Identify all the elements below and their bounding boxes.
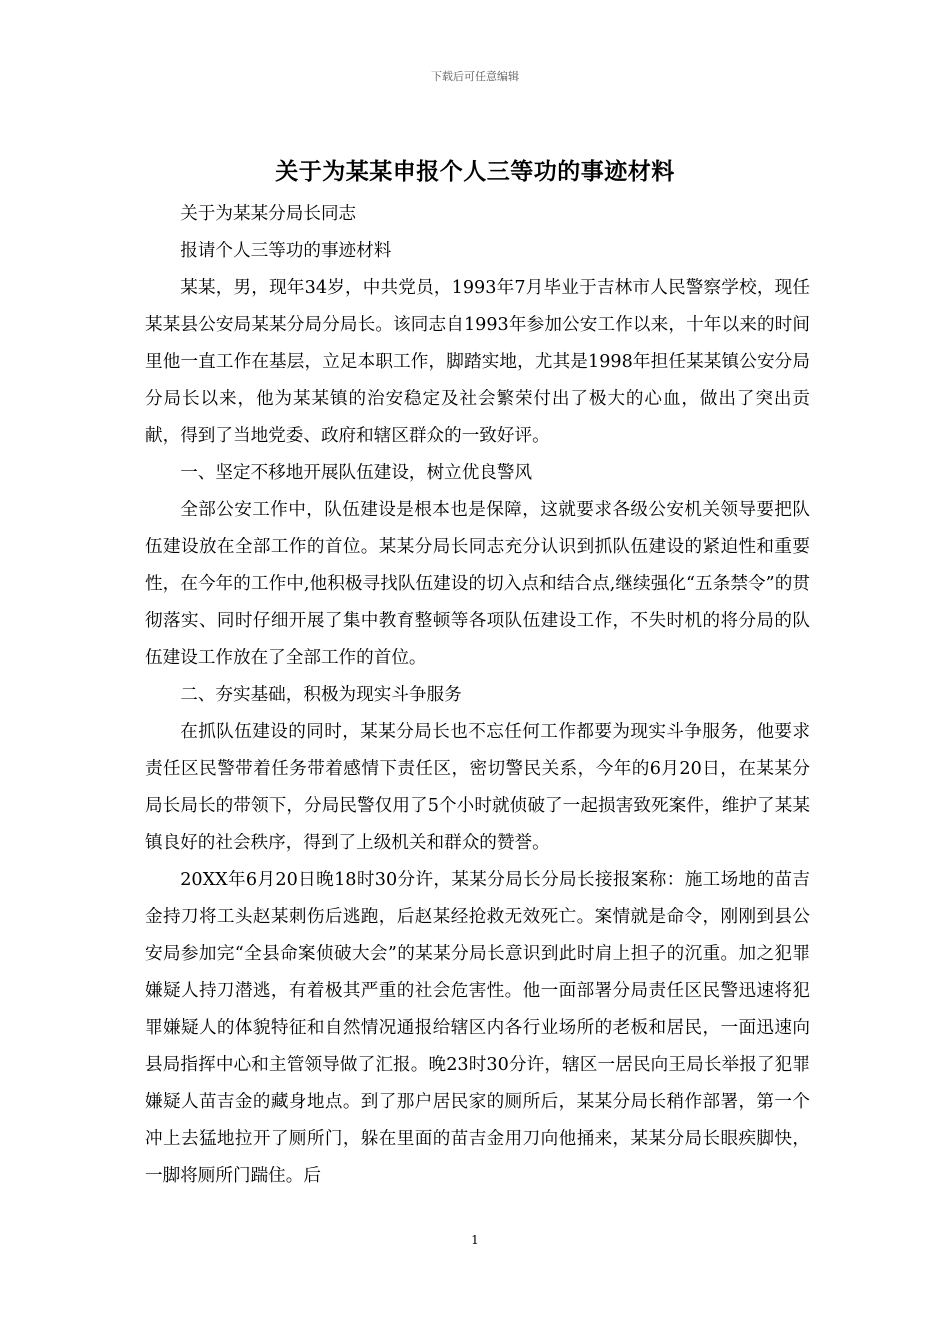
document-body xyxy=(145,196,810,1195)
paragraph-subtitle-2: 报请个人三等功的事迹材料 xyxy=(180,241,392,261)
section-heading-2: 二、夯实基础，积极为现实斗争服务 xyxy=(180,685,462,705)
paragraph-section-2: 在抓队伍建设的同时，某某分局长也不忘任何工作都要为现实斗争服务，他要求责任区民警带着任务带着感情下责任区，密切警民关系，今年的6月20日，在某某分局长局长的带领下，分局民警仅用了5个小时就侦破了一起损害致死案件，维护了某某镇良好的社会秩序，得到了上级机关和群众的赞誉。 xyxy=(145,722,810,853)
page-number: 1 xyxy=(471,1233,479,1247)
document-title: 关于为某某申报个人三等功的事迹材料 xyxy=(275,158,675,185)
paragraph-section-1: 全部公安工作中，队伍建设是根本也是保障，这就要求各级公安机关领导要把队伍建设放在全部工作的首位。某某分局长同志充分认识到抓队伍建设的紧迫性和重要性，在今年的工作中,他积极寻找队伍建设的切入点和结合点,继续强化“五条禁令”的贯彻落实、同时仔细开展了集中教育整顿等各项队伍建设工作，不失时机的将分局的队伍建设工作放在了全部工作的首位。 xyxy=(145,500,810,668)
paragraph-case: 20XX年6月20日晚18时30分许，某某分局长分局长接报案称：施工场地的苗吉金持刀将工头赵某刺伤后逃跑，后赵某经抢救无效死亡。案情就是命令，刚刚到县公安局参加完“全县命案侦破大会”的某某分局长意识到此时肩上担子的沉重。加之犯罪嫌疑人持刀潜逃，有着极其严重的社会危害性。他一面部署分局责任区民警迅速将犯罪嫌疑人的体貌特征和自然情况通报给辖区内各行业场所的老板和居民，一面迅速向县局指挥中心和主管领导做了汇报。晚23时30分许，辖区一居民向王局长举报了犯罪嫌疑人苗吉金的藏身地点。到了那户居民家的厕所后，某某分局长稍作部署，第一个冲上去猛地拉开了厕所门，躲在里面的苗吉金用刀向他捅来，某某分局长眼疾脚快，一脚将厕所门踹住。后 xyxy=(145,870,810,1186)
paragraph-intro: 某某，男，现年34岁，中共党员，1993年7月毕业于吉林市人民警察学校，现任某某县公安局某某分局分局长。该同志自1993年参加公安工作以来，十年以来的时间里他一直工作在基层，立足本职工作，脚踏实地，尤其是1998年担任某某镇公安分局分局长以来，他为某某镇的治安稳定及社会繁荣付出了极大的心血，做出了突出贡献，得到了当地党委、政府和辖区群众的一致好评。 xyxy=(145,278,810,446)
page-header: 下载后可任意编辑 xyxy=(431,70,519,83)
paragraph-subtitle-1: 关于为某某分局长同志 xyxy=(180,204,357,224)
section-heading-1: 一、坚定不移地开展队伍建设，树立优良警风 xyxy=(180,463,533,483)
